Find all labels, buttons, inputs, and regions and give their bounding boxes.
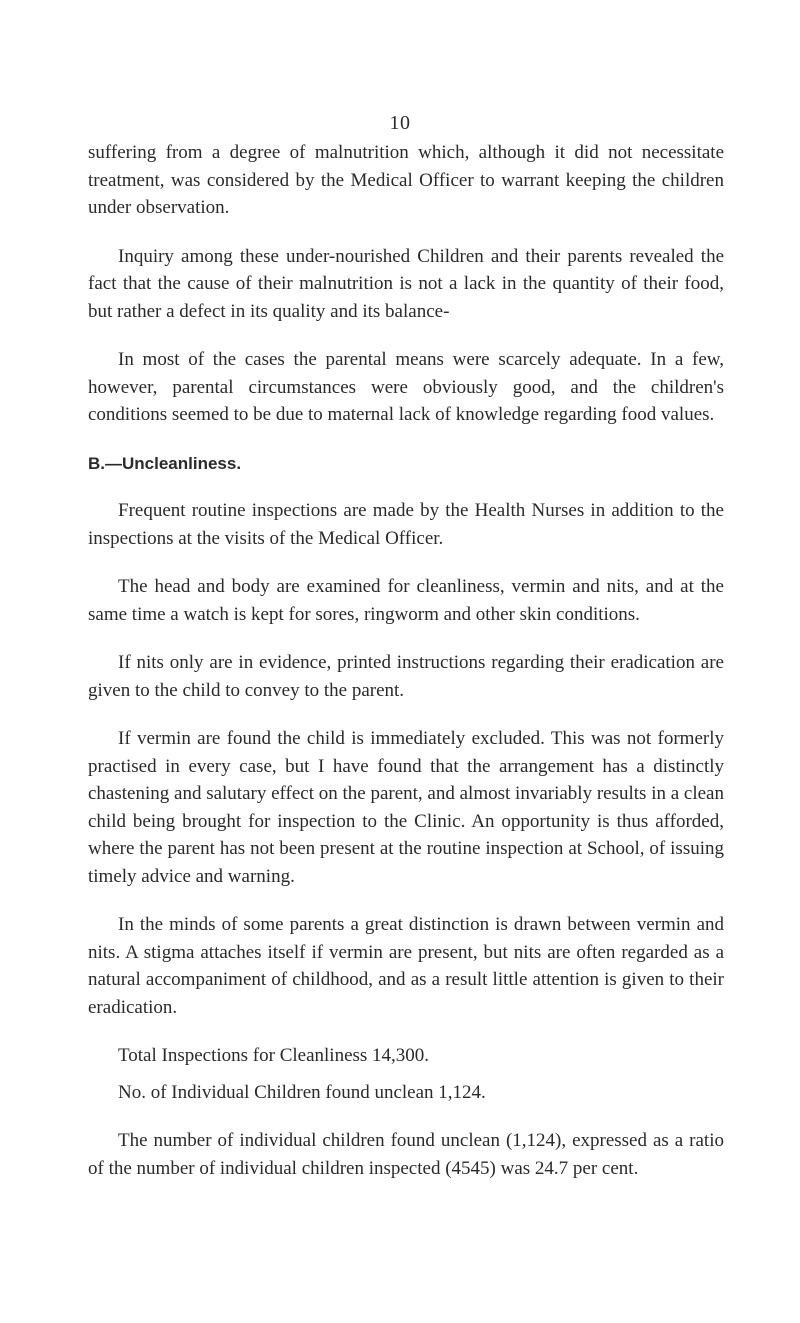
paragraph-parental-means: In most of the cases the parental means were scarcely adequate. In a few, however, parental circumstances were obviously good, and the children's conditions seemed to be due to maternal lack of knowledge regarding food values. [88, 349, 724, 425]
paragraph-vermin-exclusion: If vermin are found the child is immediately excluded. This was not formerly practised in every case, but I have found that the arrangement has a distinctly chastening and salutary effect on the parent, and almost invariably results in a clean child being brought for inspection to the Clinic. An opportunity is thus afforded, where the parent has not been present at the routine inspection at School, of issuing timely advice and warning. [88, 728, 724, 887]
paragraph-routine-inspections: Frequent routine inspections are made by the Health Nurses in addition to the inspections at the visits of the Medical Officer. [88, 500, 724, 549]
section-heading-uncleanliness: B.—Uncleanliness. [88, 453, 242, 473]
body-text [88, 139, 724, 1203]
paragraph-head-and-body: The head and body are examined for cleanliness, vermin and nits, and at the same time a watch is kept for sores, ringworm and other skin conditions. [88, 576, 724, 625]
paragraph-vermin-vs-nits: In the minds of some parents a great distinction is drawn between vermin and nits. A stigma attaches itself if vermin are present, but nits are often regarded as a natural accompaniment of childhood, and as a result little attention is given to their eradication. [88, 914, 724, 1018]
paragraph-inquiry: Inquiry among these under-nourished Children and their parents revealed the fact that the cause of their malnutrition is not a lack in the quantity of their food, but rather a defect in its quality and its balance- [88, 245, 724, 322]
paragraph-nits: If nits only are in evidence, printed instructions regarding their eradication are given to the child to convey to the parent. [88, 652, 724, 701]
page-number: 10 [389, 112, 411, 134]
stat-children-unclean: No. of Individual Children found unclean 1,124. [118, 1081, 486, 1103]
paragraph-malnutrition-continuation: suffering from a degree of malnutrition which, although it did not necessitate treatment, was considered by the Medical Officer to warrant keeping the children under observation. [88, 142, 724, 218]
paragraph-unclean-ratio: The number of individual children found unclean (1,124), expressed as a ratio of the number of individual children inspected (4545) was 24.7 per cent. [88, 1130, 724, 1179]
stat-total-inspections: Total Inspections for Cleanliness 14,300. [118, 1045, 430, 1066]
